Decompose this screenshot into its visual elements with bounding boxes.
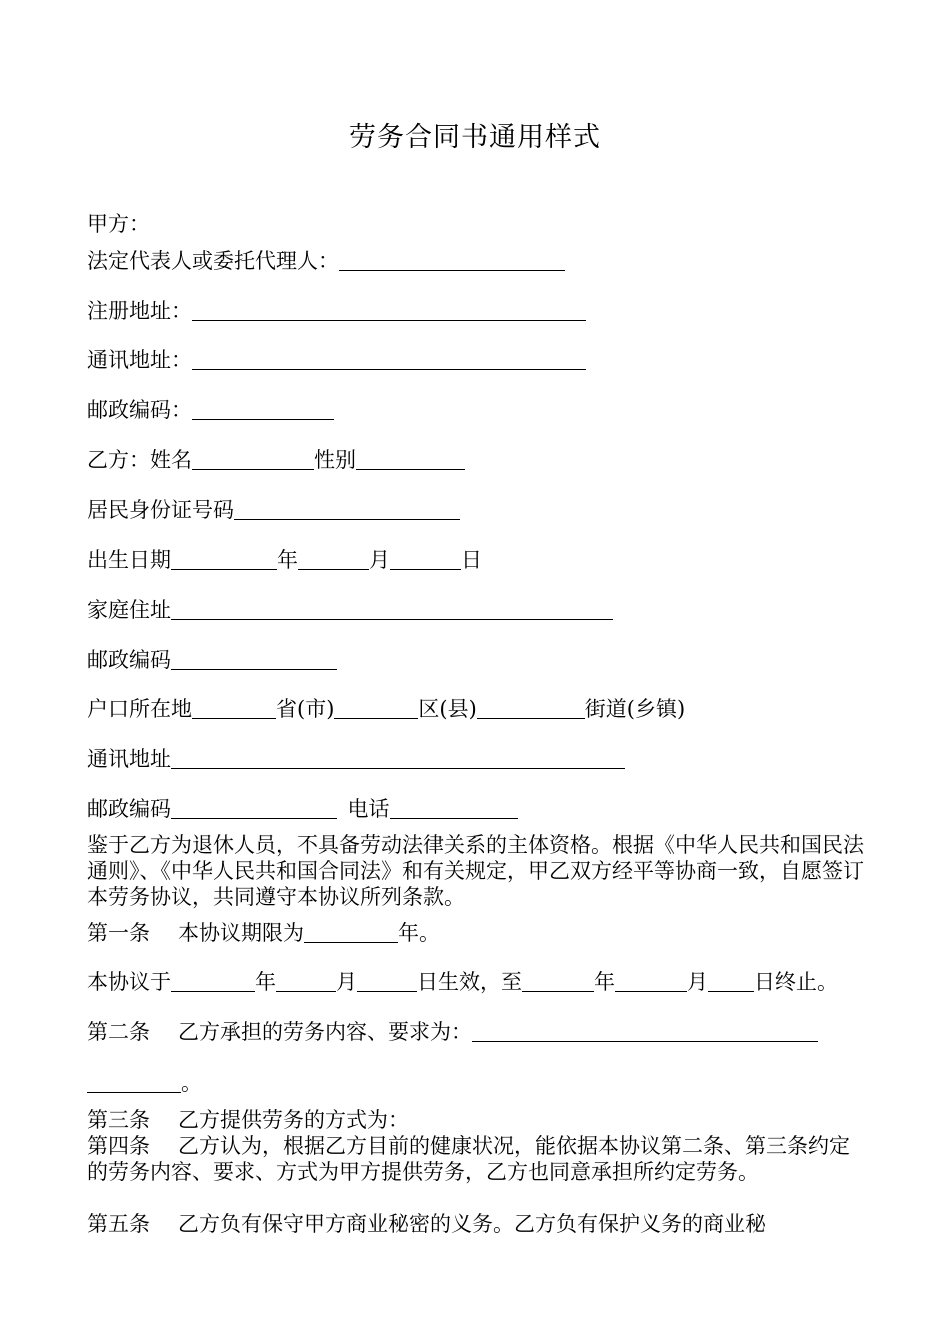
party-b-comm-address-blank: [171, 746, 625, 769]
birth-day-blank: [390, 547, 461, 570]
rep-blank: [339, 248, 565, 271]
district-label: 区(县): [418, 697, 477, 721]
term-years-blank: [304, 920, 398, 943]
article-5: [87, 1211, 867, 1237]
party-a-postal-line: [87, 395, 334, 425]
postal-label: 邮政编码：: [87, 398, 192, 422]
name-blank: [192, 447, 314, 470]
service-content-blank: [472, 1019, 818, 1042]
party-a-line: [87, 209, 150, 239]
start-year-label: 年: [255, 970, 276, 994]
article-2-label: 第二条: [87, 1020, 150, 1044]
party-a-reg-address-line: [87, 296, 586, 326]
gender-blank: [356, 447, 465, 470]
reg-address-label: 注册地址：: [87, 299, 192, 323]
party-b-postal2-blank: [171, 796, 337, 819]
start-day-label: 日生效，至: [417, 970, 522, 994]
end-month-label: 月: [687, 970, 708, 994]
id-number-label: 居民身份证号码: [87, 498, 234, 522]
article-1-label: 第一条: [87, 921, 150, 945]
province-blank: [192, 696, 276, 719]
gender-label: 性别: [314, 448, 356, 472]
article-4-text: 乙方认为，根据乙方目前的健康状况，能依据本协议第二条、第三条约定的劳务内容、要求、方式为甲方提供劳务，乙方也同意承担所约定劳务。: [87, 1134, 850, 1184]
article-2-text: 乙方承担的劳务内容、要求为：: [178, 1020, 472, 1044]
party-b-postal-line: [87, 645, 337, 675]
party-b-postal2-label: 邮政编码: [87, 797, 171, 821]
birth-month-blank: [298, 547, 369, 570]
month-label: 月: [369, 548, 390, 572]
birth-label: 出生日期: [87, 548, 171, 572]
preamble-paragraph: 鉴于乙方为退休人员，不具备劳动法律关系的主体资格。根据《中华人民共和国民法通则》、《中华人民共和国合同法》和有关规定，甲乙双方经平等协商一致，自愿签订本劳务协议，共同遵守本协议所列条款。: [87, 833, 864, 909]
party-b-postal-blank: [171, 647, 337, 670]
end-year-blank: [522, 969, 594, 992]
phone-label: 电话: [347, 797, 390, 821]
home-address-label: 家庭住址: [87, 598, 171, 622]
start-year-blank: [171, 969, 255, 992]
hukou-line: [87, 694, 685, 724]
service-content-blank-2: [87, 1070, 181, 1093]
article-4-label: 第四条: [87, 1134, 150, 1158]
day-label: 日: [461, 548, 482, 572]
party-b-comm-address-line: [87, 744, 625, 774]
end-year-label: 年: [594, 970, 615, 994]
party-a-comm-address-line: [87, 345, 586, 375]
hukou-label: 户口所在地: [87, 697, 192, 721]
article-3-text: 乙方提供劳务的方式为：: [178, 1108, 409, 1132]
article-4: [87, 1133, 867, 1185]
article-1-end: 年。: [398, 921, 440, 945]
district-blank: [334, 696, 418, 719]
document-title: 劳务合同书通用样式: [349, 122, 601, 153]
phone-blank: [390, 796, 518, 819]
article-5-text: 乙方负有保守甲方商业秘密的义务。乙方负有保护义务的商业秘: [178, 1212, 766, 1236]
end-day-label: 日终止。: [754, 970, 838, 994]
party-a-label: 甲方：: [87, 212, 150, 236]
party-a-rep-label: 法定代表人或委托代理人：: [87, 249, 339, 273]
province-label: 省(市): [276, 697, 335, 721]
comm-address-blank: [192, 347, 586, 370]
party-a-rep-line: [87, 246, 565, 276]
birth-year-blank: [171, 547, 277, 570]
article-2-end: 。: [181, 1071, 202, 1095]
effective-prefix: 本协议于: [87, 970, 171, 994]
start-month-label: 月: [336, 970, 357, 994]
start-day-blank: [357, 969, 417, 992]
end-day-blank: [708, 969, 754, 992]
article-1-text: 本协议期限为: [178, 921, 304, 945]
birth-date-line: [87, 545, 482, 575]
party-b-name-label: 乙方：姓名: [87, 448, 192, 472]
party-b-comm-address-label: 通讯地址: [87, 747, 171, 771]
postal-blank: [192, 397, 334, 420]
party-b-postal-label: 邮政编码: [87, 648, 171, 672]
effective-period-line: [87, 967, 838, 997]
article-5-label: 第五条: [87, 1212, 150, 1236]
party-b-name-line: [87, 445, 465, 475]
end-month-blank: [615, 969, 687, 992]
year-label: 年: [277, 548, 298, 572]
article-3-label: 第三条: [87, 1108, 150, 1132]
comm-address-label: 通讯地址：: [87, 348, 192, 372]
id-number-line: [87, 495, 460, 525]
postal-phone-line: [87, 794, 518, 824]
start-month-blank: [276, 969, 336, 992]
home-address-line: [87, 595, 613, 625]
article-3: [87, 1107, 867, 1133]
street-blank: [477, 696, 585, 719]
reg-address-blank: [192, 298, 586, 321]
article-2: [87, 1017, 818, 1047]
home-address-blank: [171, 597, 613, 620]
street-label: 街道(乡镇): [584, 697, 686, 721]
article-1: [87, 918, 440, 948]
id-number-blank: [234, 497, 460, 520]
article-2-continuation: [87, 1068, 202, 1098]
